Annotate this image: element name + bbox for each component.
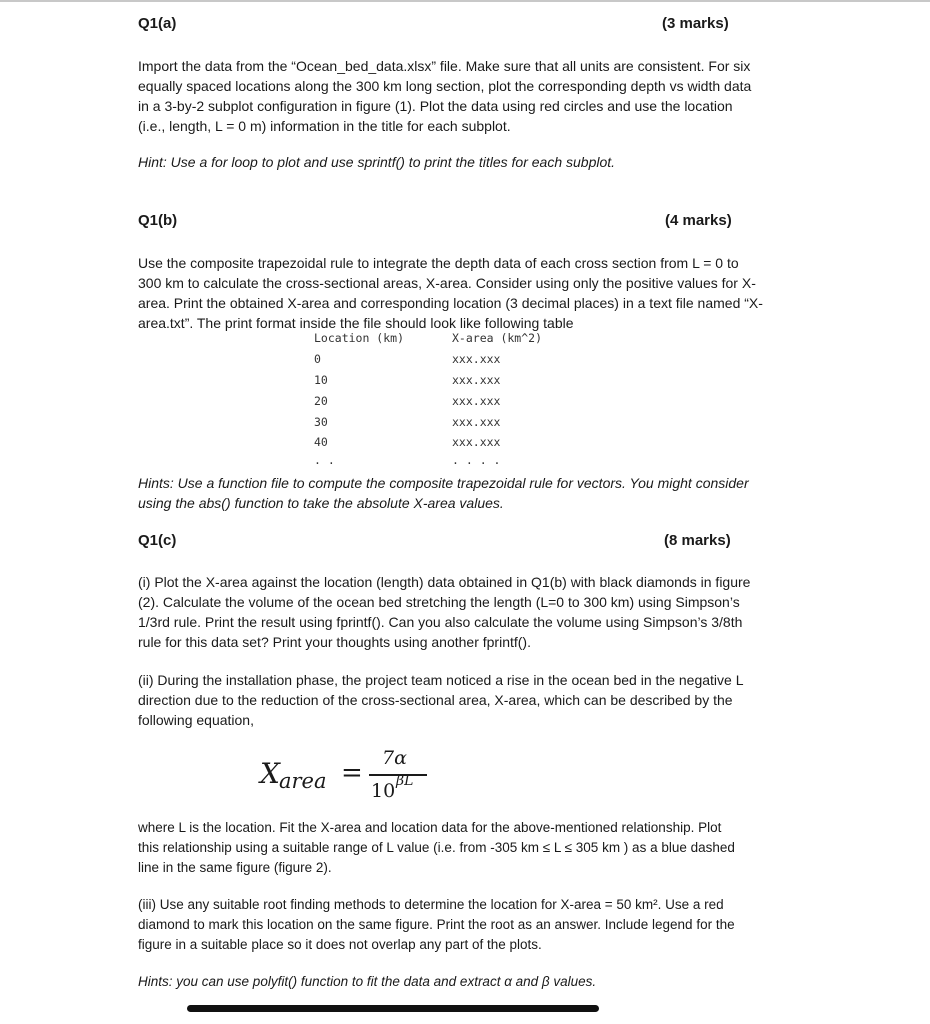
q1c-part-iii [138,895,818,955]
q1b-heading: Q1(b) [138,212,178,229]
table-row [314,394,574,414]
table-row [314,352,574,372]
q1c-part-ii-line: direction due to the reduction of the cross-sectional area, X-area, which can be described by the [138,692,733,708]
location-cell: 20 [314,394,328,408]
table-row [314,373,574,393]
q1b-line: area.txt”. The print format inside the file should look like following table [138,315,574,331]
top-divider [0,0,930,2]
q1a-paragraph [138,56,818,136]
q1b-hints [138,473,818,513]
q1c-after-eq-line: line in the same figure (figure 2). [138,860,332,875]
q1a-marks: (3 marks) [662,15,729,32]
q1c-after-eq-line: this relationship using a suitable range of L value (i.e. from -305 km ≤ L ≤ 305 km ) as a blue dashed [138,840,735,855]
q1b-marks: (4 marks) [665,212,732,229]
area-ellipsis: . . . . [452,453,501,467]
q1a-hint: Hint: Use a for loop to plot and use sprintf() to print the titles for each subplot. [138,154,616,170]
q1c-part-iii-line: (iii) Use any suitable root finding methods to determine the location for X-area = 50 km². Use a red [138,897,724,912]
location-cell: 0 [314,352,321,366]
q1c-part-ii-line: (ii) During the installation phase, the project team noticed a rise in the ocean bed in the negative L [138,672,744,688]
area-cell: xxx.xxx [452,352,501,366]
q1c-part-i [138,572,818,652]
equation-equals: = [341,758,363,788]
q1c-part-iii-line: figure in a suitable place so it does not overlap any part of the plots. [138,937,542,952]
equation-lhs-subscript: area [279,769,327,793]
q1a-line: equally spaced locations along the 300 km long section, plot the corresponding depth vs width data [138,78,752,94]
q1c-part-i-line: 1/3rd rule. Print the result using fprintf(). Can you also calculate the volume using Simpson’s 3/8th [138,614,743,630]
xarea-equation [255,745,455,810]
location-cell: 30 [314,415,328,429]
location-ellipsis: . . [314,453,335,467]
q1b-line: area. Print the obtained X-area and corresponding location (3 decimal places) in a text file named “X- [138,295,763,311]
area-cell: xxx.xxx [452,373,501,387]
area-cell: xxx.xxx [452,394,501,408]
equation-lhs: X [260,757,280,790]
q1a-line: Import the data from the “Ocean_bed_data.xlsx” file. Make sure that all units are consistent. For six [138,58,751,74]
home-indicator-bar[interactable] [187,1005,599,1012]
q1a-line: in a 3-by-2 subplot configuration in figure (1). Plot the data using red circles and use the location [138,98,733,114]
q1b-line: Use the composite trapezoidal rule to integrate the depth data of each cross section from L = 0 to [138,255,739,271]
table-ellipsis-row [314,453,574,473]
q1b-line: 300 km to calculate the cross-sectional areas, X-area. Consider using only the positive values for X- [138,275,756,291]
q1b-hint-line: using the abs() function to take the absolute X-area values. [138,495,504,511]
q1a-heading: Q1(a) [138,15,177,32]
table-row [314,435,574,455]
q1c-part-i-line: (i) Plot the X-area against the location (length) data obtained in Q1(b) with black diamonds in figure [138,574,751,590]
q1c-marks: (8 marks) [664,532,731,549]
q1c-after-equation [138,818,818,878]
area-cell: xxx.xxx [452,415,501,429]
q1c-after-eq-line: where L is the location. Fit the X-area and location data for the above-mentioned relationship. Plot [138,820,722,835]
q1c-part-i-line: (2). Calculate the volume of the ocean bed stretching the length (L=0 to 300 km) using Simpson’s [138,594,740,610]
area-column-header: X-area (km^2) [452,331,543,345]
equation-denominator-exponent: βL [396,773,414,789]
q1c-part-iii-line: diamond to mark this location on the same figure. Print the root as an answer. Include legend for the [138,917,735,932]
q1c-hint: Hints: you can use polyfit() function to fit the data and extract α and β values. [138,974,597,989]
q1c-part-i-line: rule for this data set? Print your thoughts using another fprintf(). [138,634,531,650]
q1c-heading: Q1(c) [138,532,177,549]
location-cell: 10 [314,373,328,387]
area-cell: xxx.xxx [452,435,501,449]
equation-numerator: 7α [382,747,407,769]
output-format-table [314,331,614,471]
table-header [314,331,574,351]
location-cell: 40 [314,435,328,449]
location-column-header: Location (km) [314,331,405,345]
q1a-line: (i.e., length, L = 0 m) information in the title for each subplot. [138,118,511,134]
q1b-hint-line: Hints: Use a function file to compute the composite trapezoidal rule for vectors. You might consider [138,475,749,491]
q1c-part-ii-line: following equation, [138,712,254,728]
table-row [314,415,574,435]
q1c-part-ii [138,670,818,730]
equation-denominator-base: 10 [371,780,396,802]
q1b-paragraph [138,253,818,333]
